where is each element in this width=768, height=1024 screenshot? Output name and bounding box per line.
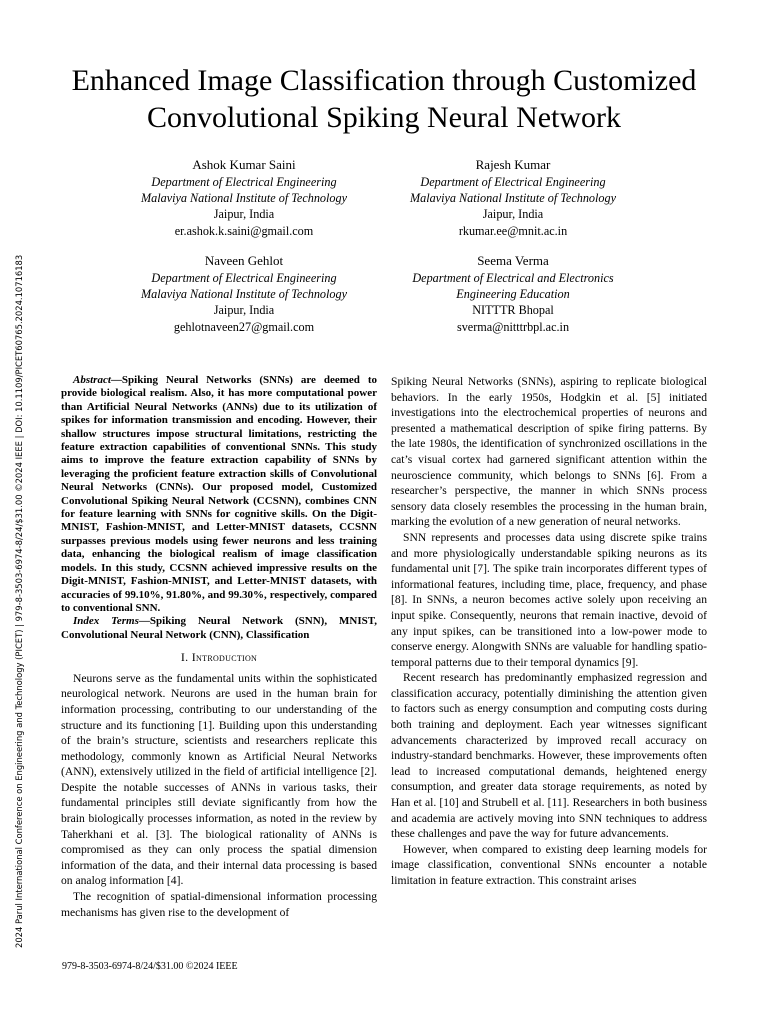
author-block-1 bbox=[94, 156, 394, 239]
abstract-text: —Spiking Neural Networks (SNNs) are deemed to provide biological realism. Also, it has more computational power than Artificial Neural Networks (ANNs) due to its utilization of spikes for information transmission and encoding. However, their shallow structures impose structural limitations, restricting the feature extraction capabilities of conventional SNNs. This study aims to improve the feature extraction capability of SNNs by leveraging the proficient feature extraction skills of Convolutional Neural Networks (CNNs). Our proposed model, Customized Convolutional Spiking Neural Network (CCSNN), combines CNN for feature learning with SNNs for cognitive skills. On the Digit-MNIST, Fashion-MNIST, and Letter-MNIST datasets, CCSNN surpasses previous models using fewer neurons and less training data, enhancing the biological realism of image classification models. In this study, CCSNN achieved impressive results on the Digit-MNIST, Fashion-MNIST, and Letter-MNIST datasets, with accuracies of 99.10%, 91.80%, and 99.30%, respectively, compared to conventional SNN. bbox=[61, 374, 377, 614]
author-department: Department of Electrical Engineering bbox=[420, 175, 606, 189]
paragraph: Recent research has predominantly emphasized regression and classification accuracy, potentially diminishing the attention given to factors such as energy consumption and computing costs during both training and deployment. Each year witnesses significant advancements characterized by improved recall accuracy on industry-standard benchmarks. However, these improvements often lead to increased computational demands, heightened energy consumption, and greater data storage requirements, as noted by Han et al. [10] and Strubell et al. [11]. Researchers in both business and academia are actively moving into SNN techniques to address these challenges and pave the way for future advancements. bbox=[391, 671, 707, 841]
author-block-2 bbox=[363, 156, 663, 239]
index-terms bbox=[61, 615, 377, 642]
author-email: er.ashok.k.saini@gmail.com bbox=[174, 223, 314, 238]
section-heading bbox=[61, 650, 377, 666]
abstract-label: Abstract bbox=[73, 374, 111, 386]
author-department: Department of Electrical Engineering bbox=[151, 271, 337, 285]
author-institution: Malaviya National Institute of Technology bbox=[140, 287, 348, 302]
author-name: Rajesh Kumar bbox=[475, 157, 551, 172]
author-institution: Engineering Education bbox=[456, 287, 570, 302]
author-name: Naveen Gehlot bbox=[204, 253, 284, 268]
author-email: gehlotnaveen27@gmail.com bbox=[173, 319, 315, 334]
section-title: Introduction bbox=[191, 650, 258, 665]
right-column bbox=[391, 374, 707, 889]
author-email: rkumar.ee@mnit.ac.in bbox=[458, 223, 568, 238]
author-institution: Malaviya National Institute of Technology bbox=[140, 191, 348, 206]
author-name: Ashok Kumar Saini bbox=[192, 157, 296, 172]
title-line-2: Convolutional Spiking Neural Network bbox=[146, 101, 622, 134]
abstract bbox=[61, 374, 377, 615]
paragraph: Spiking Neural Networks (SNNs), aspiring to replicate biological behaviors. In the early 1950s, Hodgkin et al. [5] initiated investigations into the electrochemical properties of neurons and presented a mathematical description of spike firing patterns. By the late 1980s, the identification of synchronized oscillations in the cat’s visual cortex had garnered significant attention within the neuroscience community, which belongs to SNNs [6]. From a researcher’s perspective, the manner in which SNNs process sensory data closely resembles the processing in the human brain, marking the evolution of a new generation of neural networks. bbox=[391, 375, 707, 529]
index-terms-text: —Spiking Neural Network (SNN), MNIST, Convolutional Neural Network (CNN), Classification bbox=[61, 615, 377, 641]
paragraph: SNN represents and processes data using discrete spike trains and more physiologically understandable spiking neurons as its fundamental unit [7]. The spike train incorporates different types of informational features, including time, place, frequency, and phase [8]. In SNNs, a neuron becomes active solely upon receiving an input spike. Consequently, neurons that remain inactive, devoid of any input spikes, can be transitioned into a low-power mode to conserve energy. Alongwith SNNs are valuable for handling spatio-temporal patterns due to their temporal dynamics [9]. bbox=[391, 530, 707, 669]
citation-text: 2024 Parul International Conference on Engineering and Technology (PICET) | 979-8-3503-6974-8/24/$31.00 ©2024 IEEE | DOI: 10.1109/PICET60765.2024.10716183 bbox=[14, 254, 24, 948]
paragraph: However, when compared to existing deep learning models for image classification, conventional SNNs encounter a notable limitation in feature extraction. This constraint arises bbox=[391, 842, 707, 887]
author-department: Department of Electrical Engineering bbox=[151, 175, 337, 189]
author-email: sverma@nitttrbpl.ac.in bbox=[456, 319, 570, 334]
author-block-4 bbox=[363, 252, 663, 335]
paragraph: Neurons serve as the fundamental units within the sophisticated neurological network. Neurons are used in the human brain for information processing, contributing to our understanding of the structure and its functioning [1]. Building upon this understanding of the brain’s structure, scientists and researchers replicate this methodology, commonly known as Artificial Neural Networks (ANN), extensively utilized in the field of artificial intelligence [2]. Despite the notable successes of ANNs in various tasks, their fundamental principles still deviate significantly from how the brain biologically processes information, as noted in the review by Taherkhani et al. [3]. The biological rationality of ANNs is compromised as they can only process the spatial dimension information of the data, and their internal data processing is based on analog information [4]. bbox=[61, 671, 377, 888]
author-location: Jaipur, India bbox=[213, 303, 275, 318]
left-column bbox=[61, 374, 377, 920]
side-margin-citation bbox=[9, 254, 29, 948]
paper-title bbox=[40, 62, 728, 136]
author-location: Jaipur, India bbox=[213, 207, 275, 222]
index-terms-label: Index Terms bbox=[73, 615, 139, 628]
author-department: Department of Electrical and Electronics bbox=[412, 271, 614, 285]
section-number: I. bbox=[180, 650, 189, 665]
author-name: Seema Verma bbox=[477, 253, 549, 268]
paragraph: The recognition of spatial-dimensional information processing mechanisms has given rise to the development of bbox=[61, 890, 377, 919]
copyright-footer: 979-8-3503-6974-8/24/$31.00 ©2024 IEEE bbox=[62, 961, 238, 972]
author-location: NITTTR Bhopal bbox=[472, 303, 554, 318]
author-block-3 bbox=[94, 252, 394, 335]
author-institution: Malaviya National Institute of Technology bbox=[409, 191, 617, 206]
author-location: Jaipur, India bbox=[482, 207, 544, 222]
title-line-1: Enhanced Image Classification through Customized bbox=[71, 64, 697, 97]
